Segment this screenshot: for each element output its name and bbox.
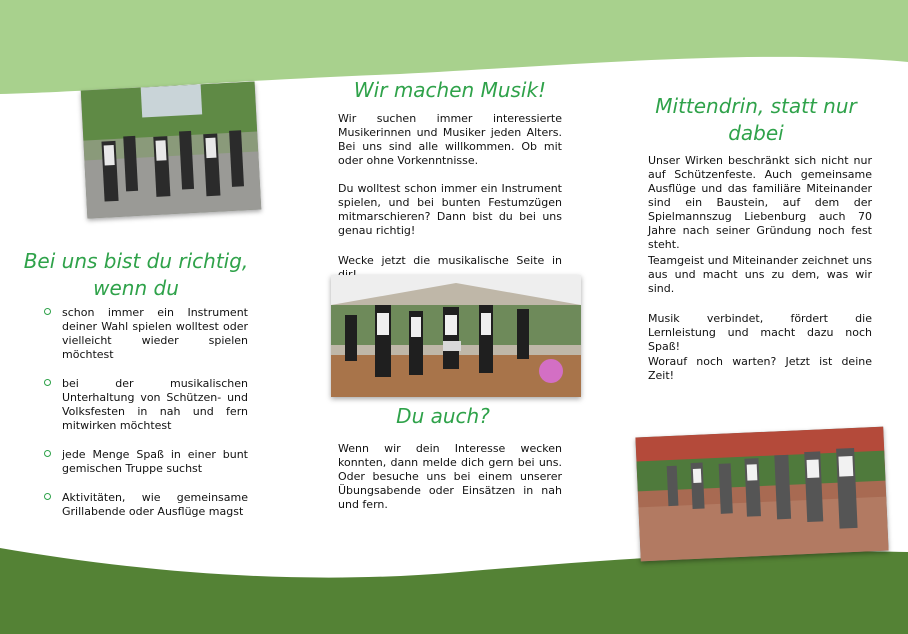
marching-band-street-photo bbox=[81, 82, 261, 219]
right-paragraph-1: Unser Wirken beschränkt sich nicht nur auf Schützenfeste. Auch gemeinsame Ausflüge und das familiäre Miteinander sind ein Baustein, auf dem der Spielmannszug Liebenburg auch 70 Jahre nach seiner Gründung noch fest steht. bbox=[648, 154, 872, 251]
band-tent-performance-photo bbox=[331, 275, 581, 397]
right-paragraph-3: Musik verbindet, fördert die Lernleistung und macht dazu noch Spaß! bbox=[648, 312, 872, 353]
circle-bullet-icon bbox=[44, 379, 51, 386]
middle-heading-2: Du auch? bbox=[396, 404, 490, 428]
marching-parade-photo bbox=[635, 427, 888, 562]
list-item: bei der musikalischen Unterhaltung von Schützen- und Volksfesten in nah und fern mitwirken möchtest bbox=[44, 377, 248, 433]
middle-heading: Wir machen Musik! bbox=[353, 78, 547, 102]
middle-paragraph-2: Du wolltest schon immer ein Instrument spielen, und bei bunten Festumzügen mitmarschieren? Dann bist du bei uns genau richtig! bbox=[338, 182, 562, 237]
left-heading: Bei uns bist du richtig, wenn du bbox=[23, 249, 249, 300]
right-paragraph-4: Worauf noch warten? Jetzt ist deine Zeit! bbox=[648, 355, 872, 382]
bottom-green-band bbox=[0, 548, 908, 634]
bullet-list bbox=[44, 306, 248, 534]
list-item: jede Menge Spaß in einer bunt gemischen Truppe suchst bbox=[44, 448, 248, 476]
list-item: Aktivitäten, wie gemeinsame Grillabende oder Ausflüge magst bbox=[44, 491, 248, 519]
middle-paragraph-1: Wir suchen immer interessierte Musikerinnen und Musiker jeden Alters. Bei uns sind alle willkommen. Ob mit oder ohne Vorkenntnisse. bbox=[338, 112, 562, 167]
circle-bullet-icon bbox=[44, 308, 51, 315]
circle-bullet-icon bbox=[44, 493, 51, 500]
middle-paragraph-3: Wecke jetzt die musikalische Seite in bbox=[338, 254, 562, 267]
right-paragraph-2: Teamgeist und Miteinander zeichnet uns aus und macht uns zu dem, was wir sind. bbox=[648, 254, 872, 295]
circle-bullet-icon bbox=[44, 450, 51, 457]
right-heading: Mittendrin, statt nur dabei bbox=[655, 94, 857, 145]
middle-paragraph-4: Wenn wir dein Interesse wecken konnten, dann melde dich gern bei uns. Oder besuche uns bei einem unserer Übungsabende oder Einsätzen in nah und fern. bbox=[338, 442, 562, 511]
list-item: schon immer ein Instrument deiner Wahl spielen wolltest oder vielleicht wieder spielen möchtest bbox=[44, 306, 248, 362]
